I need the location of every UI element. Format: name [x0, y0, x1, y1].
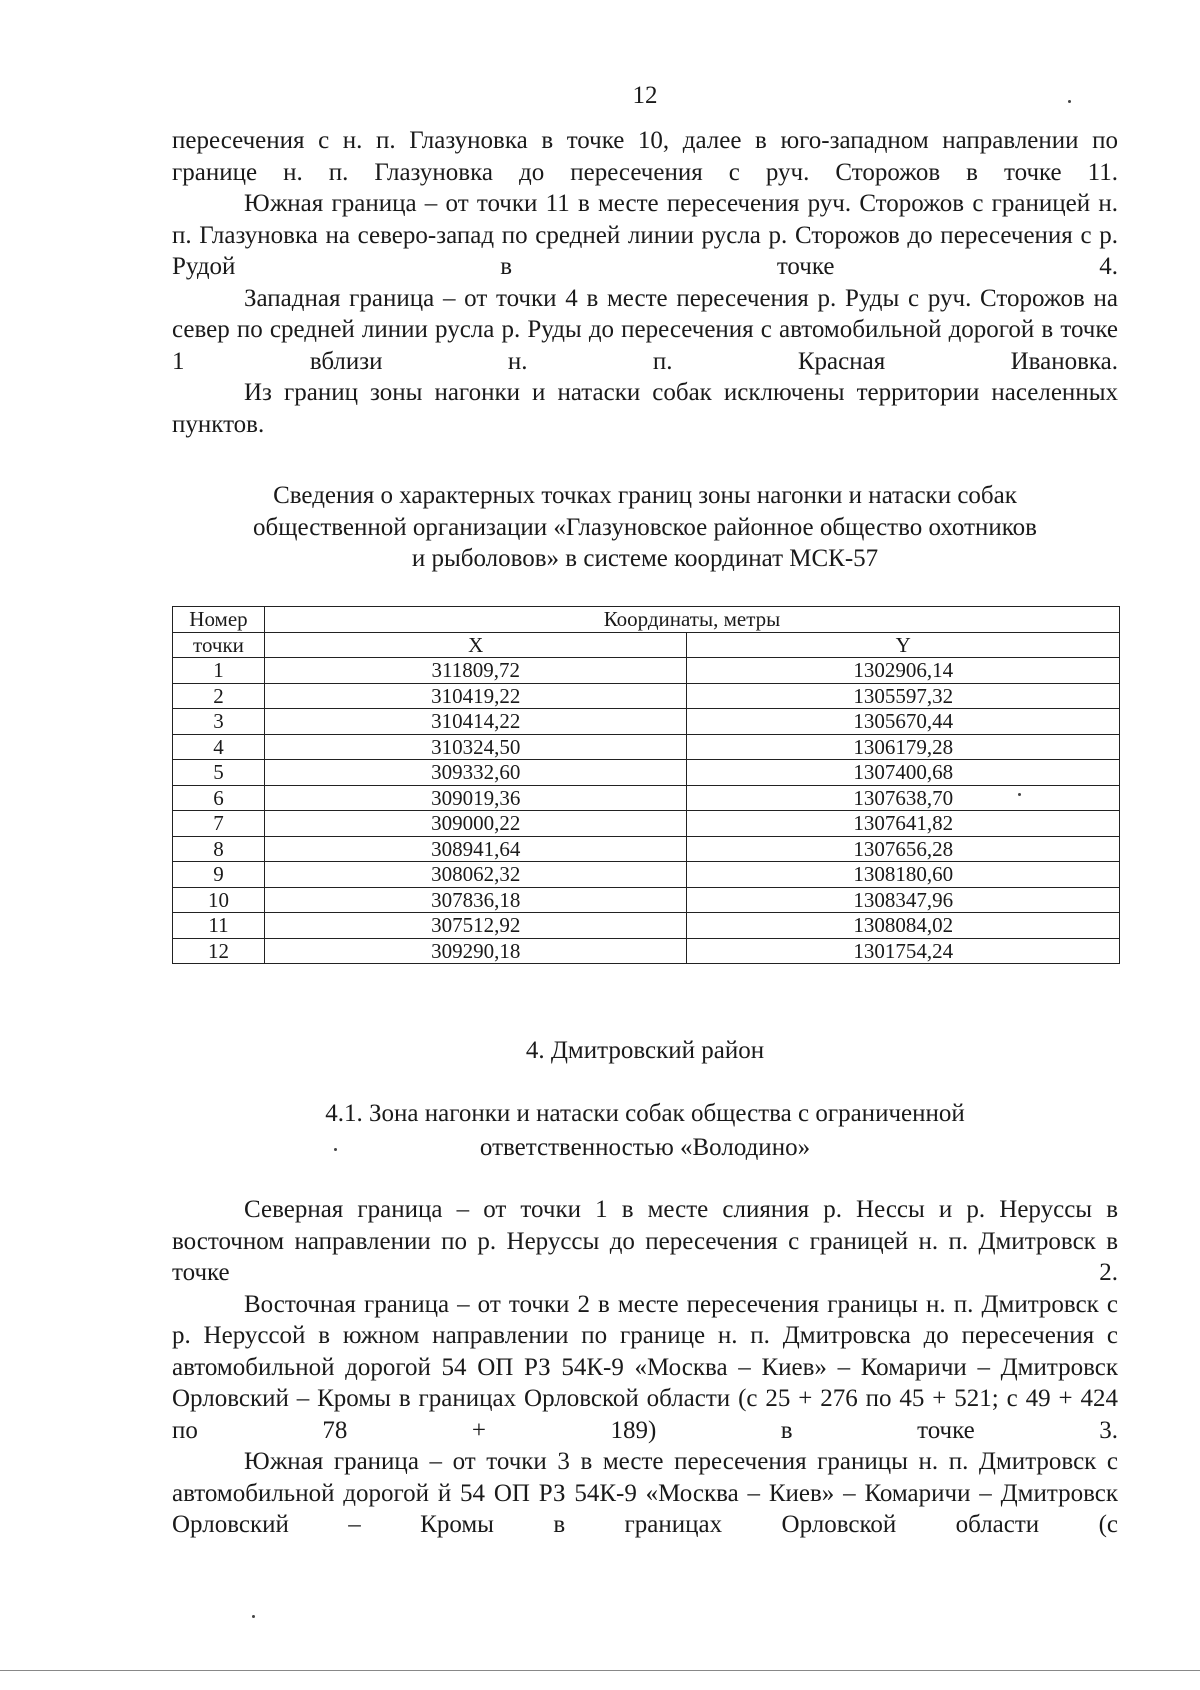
cell-x: 311809,72: [264, 658, 687, 684]
scan-speck: [1018, 793, 1021, 796]
cell-y: 1306179,28: [687, 734, 1120, 760]
cell-point-number: 6: [173, 785, 265, 811]
table-caption-line: общественной организации «Глазуновское районное общество охотников: [253, 513, 1037, 541]
cell-x: 308062,32: [264, 862, 687, 888]
cell-x: 309290,18: [264, 938, 687, 964]
table-header-row: [173, 632, 1120, 658]
paragraph-south-border-2: Южная граница – от точки 3 в месте пересечения границы н. п. Дмитровск с автомобильной дорогой й 54 ОП РЗ 54К-9 «Москва – Киев» – Комаричи – Дмитровск Орловский – Кромы в границах Орловской области (с: [172, 1448, 1118, 1538]
coordinates-table: [172, 606, 1120, 964]
header-point-number-cont: точки: [173, 632, 265, 658]
subsection-heading: [172, 1097, 1118, 1165]
cell-x: 307512,92: [264, 913, 687, 939]
table-row: [173, 862, 1120, 888]
cell-x: 308941,64: [264, 836, 687, 862]
table-row: [173, 658, 1120, 684]
cell-x: 310419,22: [264, 683, 687, 709]
cell-point-number: 10: [173, 887, 265, 913]
table-caption-line: Сведения о характерных точках границ зоны нагонки и натаски собак: [273, 482, 1017, 509]
cell-y: 1308084,02: [687, 913, 1120, 939]
scan-speck: [334, 1148, 337, 1151]
cell-y: 1307638,70: [687, 785, 1120, 811]
paragraph-east-border: Восточная граница – от точки 2 в месте пересечения границы н. п. Дмитровск с р. Неруссой в южном направлении по границе н. п. Дмитровска до пересечения с автомобильной дорогой 54 ОП РЗ 54К-9 «Москва – Киев» – Комаричи – Дмитровск Орловский – Кромы в границах Орловской области (с 25 + 276 по 45 + 521; с 49 + 424 по 78 + 189) в точке 3.: [172, 1290, 1118, 1444]
cell-y: 1308180,60: [687, 862, 1120, 888]
cell-point-number: 12: [173, 938, 265, 964]
cell-y: 1307656,28: [687, 836, 1120, 862]
table-body: [173, 658, 1120, 964]
cell-x: 310324,50: [264, 734, 687, 760]
table-header-row: [173, 607, 1120, 633]
paragraph-continuation: пересечения с н. п. Глазуновка в точке 10, далее в юго-западном направлении по границе н. п. Глазуновка до пересечения с руч. Сторожов в точке 11.: [172, 127, 1118, 186]
table-row: [173, 938, 1120, 964]
cell-point-number: 3: [173, 709, 265, 735]
scan-speck: [1068, 100, 1071, 103]
table-row: [173, 887, 1120, 913]
table-caption: [172, 480, 1118, 575]
cell-point-number: 4: [173, 734, 265, 760]
cell-point-number: 9: [173, 862, 265, 888]
cell-point-number: 2: [173, 683, 265, 709]
cell-y: 1305670,44: [687, 709, 1120, 735]
paragraph-north-border: Северная граница – от точки 1 в месте слияния р. Нессы и р. Неруссы в восточном направлении по р. Неруссы до пересечения с границей н. п. Дмитровск в точке 2.: [172, 1196, 1118, 1286]
table-row: [173, 836, 1120, 862]
table-row: [173, 709, 1120, 735]
cell-x: 307836,18: [264, 887, 687, 913]
scan-speck: [252, 1615, 255, 1618]
table-row: [173, 683, 1120, 709]
page-number: 12: [632, 82, 658, 109]
paragraph-west-border: Западная граница – от точки 4 в месте пересечения р. Руды с руч. Сторожов на север по средней линии русла р. Руды до пересечения с автомобильной дорогой в точке 1 вблизи н. п. Красная Ивановка.: [172, 284, 1118, 375]
section-heading: 4. Дмитровский район: [525, 1037, 765, 1064]
table-row: [173, 760, 1120, 786]
subsection-heading-line: ответственностью «Володино»: [479, 1134, 811, 1161]
cell-x: 309019,36: [264, 785, 687, 811]
cell-y: 1305597,32: [687, 683, 1120, 709]
table-caption-line: и рыболовов» в системе координат МСК-57: [411, 545, 879, 572]
header-point-number: Номер: [173, 607, 265, 633]
cell-point-number: 5: [173, 760, 265, 786]
header-coordinates: Координаты, метры: [264, 607, 1119, 633]
table-row: [173, 734, 1120, 760]
cell-x: 309000,22: [264, 811, 687, 837]
bottom-text-block: [172, 1194, 1118, 1541]
cell-y: 1307641,82: [687, 811, 1120, 837]
top-text-block: [172, 125, 1118, 440]
cell-y: 1307400,68: [687, 760, 1120, 786]
cell-point-number: 8: [173, 836, 265, 862]
cell-point-number: 11: [173, 913, 265, 939]
cell-x: 310414,22: [264, 709, 687, 735]
paragraph-south-border: Южная граница – от точки 11 в месте пересечения руч. Сторожов с границей н. п. Глазуновка на северо-запад по средней линии русла р. Сторожов до пересечения с р. Рудой в точке 4.: [172, 190, 1118, 280]
table-row: [173, 811, 1120, 837]
cell-x: 309332,60: [264, 760, 687, 786]
cell-y: 1308347,96: [687, 887, 1120, 913]
cell-point-number: 1: [173, 658, 265, 684]
scan-edge-line: [0, 1670, 1200, 1671]
header-x: X: [264, 632, 687, 658]
cell-point-number: 7: [173, 811, 265, 837]
cell-y: 1302906,14: [687, 658, 1120, 684]
subsection-heading-line: 4.1. Зона нагонки и натаски собак общества с ограниченной: [325, 1100, 965, 1127]
header-y: Y: [687, 632, 1120, 658]
table-row: [173, 913, 1120, 939]
paragraph-exclusions: Из границ зоны нагонки и натаски собак исключены территории населенных пунктов.: [172, 379, 1118, 438]
cell-y: 1301754,24: [687, 938, 1120, 964]
table-row: [173, 785, 1120, 811]
